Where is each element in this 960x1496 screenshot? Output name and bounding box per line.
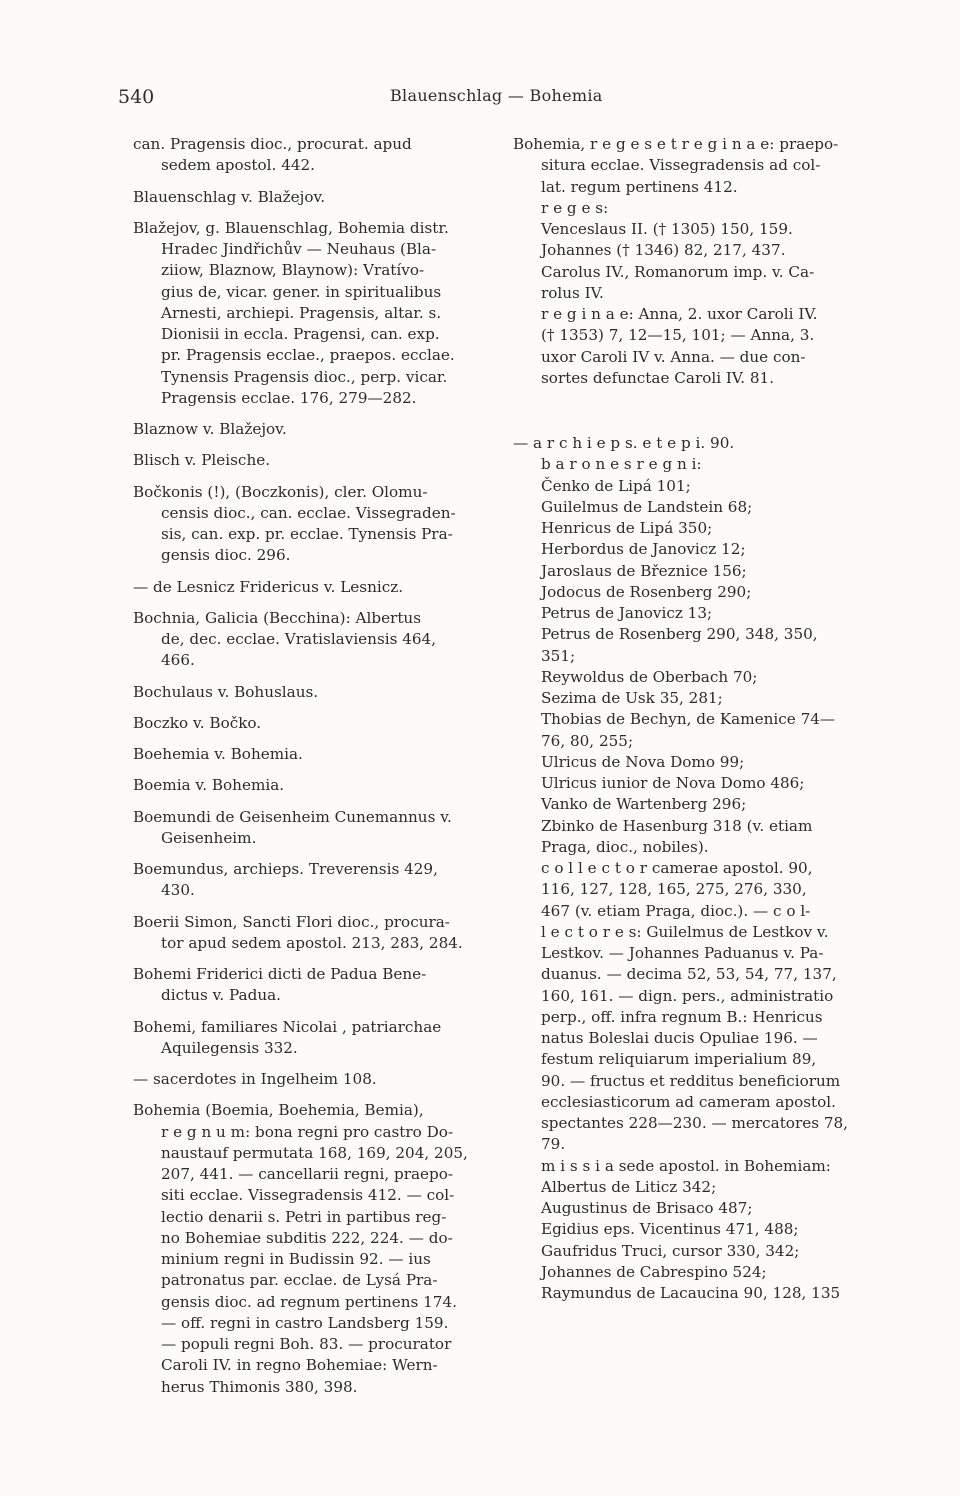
index-entry	[133, 964, 495, 1007]
index-entry	[133, 859, 495, 902]
entry-line: gensis dioc. 296.	[161, 546, 291, 565]
entry-line: Boerii Simon, Sancti Flori dioc., procura-	[133, 912, 450, 931]
entry-line: — sacerdotes in Ingelheim 108.	[133, 1070, 377, 1088]
entry-line: lat. regum pertinens 412.	[541, 177, 738, 196]
entry-line: — a r c h i e p s. e t e p i. 90.	[513, 434, 735, 452]
entry-line: Reywoldus de Oberbach 70;	[541, 667, 758, 686]
entry-line: Albertus de Liticz 342;	[541, 1177, 717, 1196]
entry-line: naustauf permutata 168, 169, 204, 205,	[161, 1143, 468, 1162]
entry-line: Guilelmus de Landstein 68;	[541, 497, 753, 516]
entry-line: 207, 441. — cancellarii regni, praepo-	[161, 1165, 453, 1183]
index-entry	[133, 419, 495, 440]
page-header	[118, 86, 638, 116]
page-number: 540	[118, 86, 155, 108]
entry-line: Bohemia, r e g e s e t r e g i n a e: praepo-	[513, 135, 839, 153]
entry-line: festum reliquiarum imperialium 89,	[541, 1050, 817, 1069]
index-entry	[133, 218, 495, 409]
entry-line: duanus. — decima 52, 53, 54, 77, 137,	[541, 965, 837, 984]
entry-line: Blaznow v. Blažejov.	[133, 420, 287, 438]
entry-line: sis, can. exp. pr. ecclae. Tynensis Pra-	[161, 525, 453, 543]
entry-line: b a r o n e s r e g n i:	[541, 455, 702, 474]
entry-line: can. Pragensis dioc., procurat. apud	[133, 135, 412, 153]
entry-line: c o l l e c t o r camerae apostol. 90,	[541, 859, 813, 877]
entry-line: r e g n u m: bona regni pro castro Do-	[161, 1122, 454, 1141]
entry-line: Blažejov, g. Blauenschlag, Bohemia distr.	[133, 218, 449, 237]
entry-line: — populi regni Boh. 83. — procurator	[161, 1335, 452, 1353]
entry-line: — off. regni in castro Landsberg 159.	[161, 1313, 449, 1332]
entry-line: Hradec Jindřichův — Neuhaus (Bla-	[161, 240, 437, 258]
entry-line: 116, 127, 128, 165, 275, 276, 330,	[541, 880, 807, 899]
entry-line: Jaroslaus de Březnice 156;	[541, 561, 747, 580]
entry-line: pr. Pragensis ecclae., praepos. ecclae.	[161, 346, 455, 365]
index-entry	[133, 1100, 495, 1398]
entry-line: 430.	[161, 881, 195, 900]
entry-line: Pragensis ecclae. 176, 279—282.	[161, 388, 417, 407]
index-entry	[133, 807, 495, 850]
entry-line: herus Thimonis 380, 398.	[161, 1377, 358, 1396]
entry-line: Caroli IV. in regno Bohemiae: Wern-	[161, 1356, 438, 1375]
index-entry	[133, 608, 495, 672]
entry-line: dictus v. Padua.	[161, 986, 281, 1005]
entry-line: l e c t o r e s: Guilelmus de Lestkov v.	[541, 922, 829, 941]
entry-line: Johannes († 1346) 82, 217, 437.	[541, 241, 786, 260]
entry-line: Egidius eps. Vicentinus 471, 488;	[541, 1220, 799, 1239]
index-entry	[133, 187, 495, 208]
entry-line: r e g e s:	[541, 198, 609, 217]
entry-line: 467 (v. etiam Praga, dioc.). — c o l-	[541, 901, 811, 920]
right-column	[513, 134, 871, 1304]
index-entry	[133, 682, 495, 703]
entry-line: († 1353) 7, 12—15, 101; — Anna, 3.	[541, 326, 815, 345]
entry-line: lectio denarii s. Petri in partibus reg-	[161, 1207, 447, 1226]
entry-line: Carolus IV., Romanorum imp. v. Ca-	[541, 262, 815, 281]
entry-line: Venceslaus II. († 1305) 150, 159.	[541, 220, 793, 238]
entry-line: 466.	[161, 651, 195, 670]
entry-line: Arnesti, archiepi. Pragensis, altar. s.	[161, 303, 442, 322]
index-entry	[133, 912, 495, 955]
entry-line: tor apud sedem apostol. 213, 283, 284.	[161, 933, 463, 952]
entry-line: Sezima de Usk 35, 281;	[541, 689, 723, 707]
entry-line: situra ecclae. Vissegradensis ad col-	[541, 156, 821, 175]
entry-line: Zbinko de Hasenburg 318 (v. etiam	[541, 816, 813, 835]
entry-line: Čenko de Lipá 101;	[541, 476, 691, 495]
entry-line: gensis dioc. ad regnum pertinens 174.	[161, 1292, 457, 1311]
entry-line: rolus IV.	[541, 283, 604, 302]
entry-line: Ulricus iunior de Nova Domo 486;	[541, 774, 805, 792]
entry-line: uxor Caroli IV v. Anna. — due con-	[541, 347, 806, 366]
entry-line: 351;	[541, 646, 576, 665]
entry-line: Dionisii in eccla. Pragensi, can. exp.	[161, 325, 440, 343]
entry-line: Petrus de Janovicz 13;	[541, 604, 713, 622]
entry-line: perp., off. infra regnum B.: Henricus	[541, 1007, 823, 1026]
entry-line: Bohemi Friderici dicti de Padua Bene-	[133, 965, 427, 983]
entry-line: Geisenheim.	[161, 828, 257, 847]
entry-line: Bochulaus v. Bohuslaus.	[133, 682, 319, 701]
entry-line: Augustinus de Brisaco 487;	[541, 1199, 753, 1217]
entry-line: Thobias de Bechyn, de Kamenice 74—	[541, 710, 836, 729]
index-entry	[133, 134, 495, 177]
entry-line: Henricus de Lipá 350;	[541, 519, 713, 537]
index-entry	[133, 713, 495, 734]
entry-line: Gaufridus Truci, cursor 330, 342;	[541, 1241, 800, 1260]
entry-line: Boehemia v. Bohemia.	[133, 745, 303, 763]
index-entry	[133, 775, 495, 796]
entry-line: minium regni in Budissin 92. — ius	[161, 1250, 431, 1268]
entry-line: natus Boleslai ducis Opuliae 196. —	[541, 1029, 818, 1047]
entry-line: 160, 161. — dign. pers., administratio	[541, 986, 834, 1005]
entry-line: Johannes de Cabrespino 524;	[541, 1262, 767, 1281]
entry-line: Bochnia, Galicia (Becchina): Albertus	[133, 608, 421, 627]
entry-line: Ulricus de Nova Domo 99;	[541, 752, 745, 771]
entry-line: Boczko v. Bočko.	[133, 713, 262, 732]
entry-line: sedem apostol. 442.	[161, 156, 316, 175]
entry-line: Boemia v. Bohemia.	[133, 776, 285, 795]
index-entry	[133, 1017, 495, 1060]
entry-line: siti ecclae. Vissegradensis 412. — col-	[161, 1186, 455, 1205]
entry-line: Herbordus de Janovicz 12;	[541, 540, 746, 559]
entry-line: de, dec. ecclae. Vratislaviensis 464,	[161, 630, 437, 648]
entry-line: Vanko de Wartenberg 296;	[541, 795, 747, 814]
entry-line: Bohemia (Boemia, Boehemia, Bemia),	[133, 1101, 424, 1120]
index-entry	[513, 433, 871, 1304]
entry-line: patronatus par. ecclae. de Lysá Pra-	[161, 1271, 438, 1290]
running-head: Blauenschlag — Bohemia	[390, 86, 603, 105]
entry-line: — de Lesnicz Fridericus v. Lesnicz.	[133, 577, 404, 596]
entry-line: Tynensis Pragensis dioc., perp. vicar.	[161, 367, 448, 386]
entry-line: Boemundus, archieps. Treverensis 429,	[133, 860, 438, 878]
entry-line: Bočkonis (!), (Boczkonis), cler. Olomu-	[133, 482, 428, 501]
entry-line: Boemundi de Geisenheim Cunemannus v.	[133, 807, 452, 826]
entry-line: r e g i n a e: Anna, 2. uxor Caroli IV.	[541, 305, 818, 323]
left-column	[133, 134, 495, 1398]
entry-line: sortes defunctae Caroli IV. 81.	[541, 368, 775, 387]
entry-line: 79.	[541, 1135, 566, 1154]
index-entry	[133, 450, 495, 471]
entry-line: Bohemi, familiares Nicolai , patriarchae	[133, 1017, 442, 1036]
entry-line: 76, 80, 255;	[541, 731, 634, 750]
entry-line: Praga, dioc., nobiles).	[541, 837, 709, 856]
index-entry	[513, 134, 871, 389]
entry-line: spectantes 228—230. — mercatores 78,	[541, 1114, 848, 1132]
entry-line: Lestkov. — Johannes Paduanus v. Pa-	[541, 944, 824, 962]
entry-line: Raymundus de Lacaucina 90, 128, 135	[541, 1284, 841, 1302]
entry-line: ecclesiasticorum ad cameram apostol.	[541, 1092, 836, 1111]
entry-line: Aquilegensis 332.	[161, 1038, 298, 1057]
entry-line: gius de, vicar. gener. in spiritualibus	[161, 282, 442, 301]
index-entry	[133, 482, 495, 567]
entry-line: Petrus de Rosenberg 290, 348, 350,	[541, 625, 818, 644]
entry-line: no Bohemiae subditis 222, 224. — do-	[161, 1228, 453, 1247]
entry-line: m i s s i a sede apostol. in Bohemiam:	[541, 1156, 831, 1175]
entry-line: 90. — fructus et redditus beneficiorum	[541, 1071, 841, 1090]
entry-line: Jodocus de Rosenberg 290;	[541, 582, 752, 601]
entry-line: censis dioc., can. ecclae. Vissegraden-	[161, 503, 456, 522]
entry-line: Blauenschlag v. Blažejov.	[133, 187, 326, 206]
entry-line: Blisch v. Pleische.	[133, 451, 271, 470]
entry-line: ziiow, Blaznow, Blaynow): Vratívo-	[161, 261, 425, 280]
index-entry	[133, 577, 495, 598]
index-entry	[133, 744, 495, 765]
index-entry	[133, 1069, 495, 1090]
